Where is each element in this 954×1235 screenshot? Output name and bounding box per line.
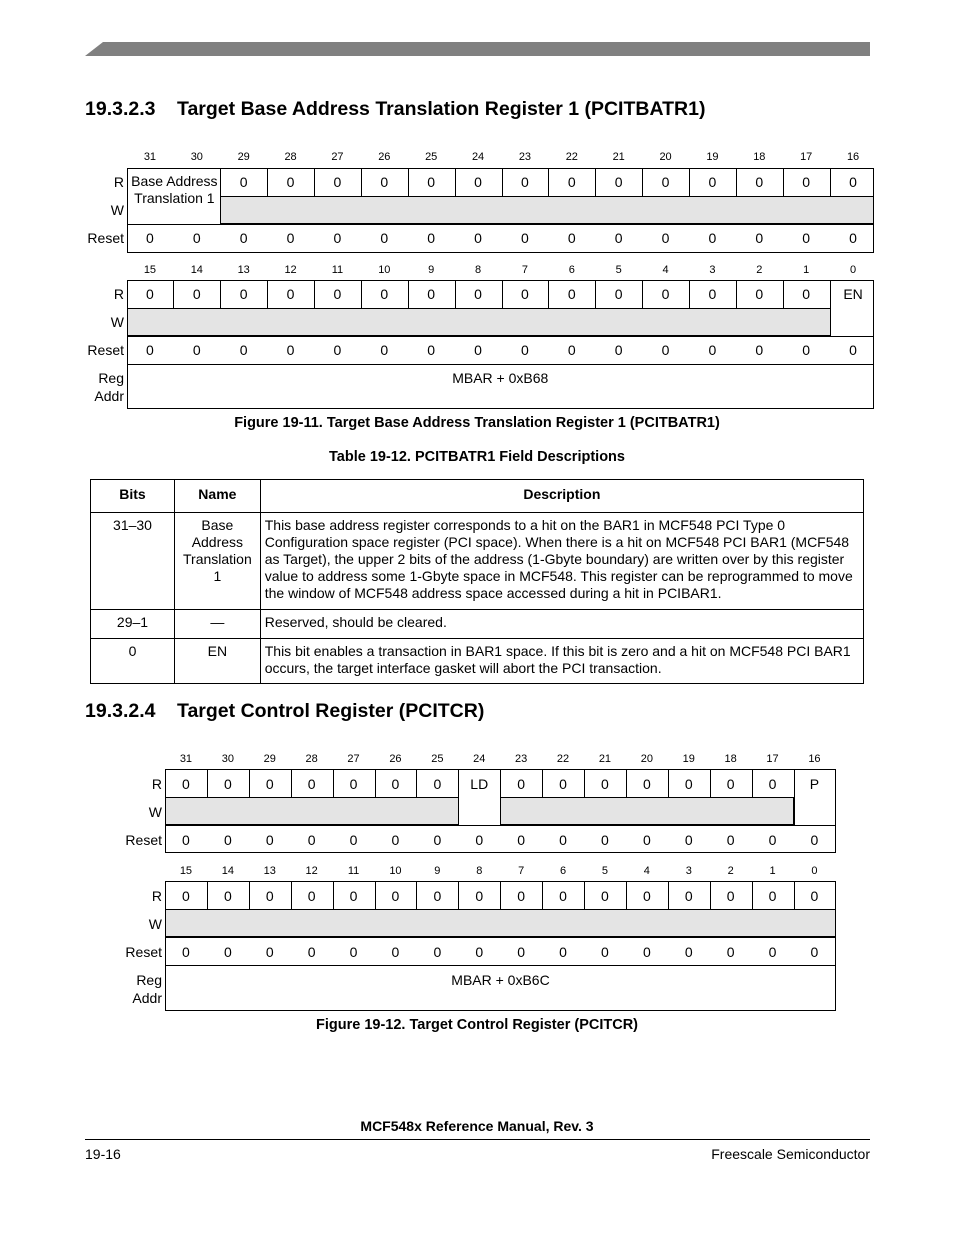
read-value: 0 — [768, 888, 777, 904]
bit-number: 11 — [347, 865, 360, 877]
bit-number: 16 — [846, 151, 860, 163]
bit-number: 15 — [179, 865, 193, 877]
reset-value: 0 — [182, 832, 190, 848]
bit-number: 5 — [615, 264, 622, 276]
reset-value: 0 — [146, 230, 154, 246]
bit-number: 14 — [190, 264, 203, 276]
section-heading-pcitcr — [85, 700, 484, 723]
read-value: 0 — [810, 888, 819, 904]
footer-company: Freescale Semiconductor — [711, 1146, 870, 1162]
bit-number: 14 — [221, 865, 234, 877]
read-value: 0 — [517, 776, 526, 792]
read-value: 0 — [517, 888, 526, 904]
read-value: 0 — [307, 776, 316, 792]
bit-number: 23 — [515, 753, 528, 765]
grid-line — [127, 364, 875, 365]
reset-value: 0 — [474, 342, 482, 358]
reset-value: 0 — [391, 832, 400, 848]
row-label: R — [151, 888, 162, 904]
bit-number: 27 — [347, 753, 360, 765]
reset-value: 0 — [521, 230, 529, 246]
reset-value: 0 — [192, 230, 201, 246]
row-label: R — [113, 174, 124, 190]
reset-value: 0 — [755, 230, 764, 246]
reset-value: 0 — [614, 230, 623, 246]
grid-line — [830, 308, 831, 336]
header-description: Description — [260, 480, 863, 513]
reset-value: 0 — [521, 342, 529, 358]
reset-value: 0 — [810, 832, 819, 848]
read-value: 0 — [146, 286, 154, 302]
reset-value: 0 — [427, 230, 436, 246]
bit-number: 18 — [724, 753, 737, 765]
grid-line — [500, 797, 501, 825]
grid-line — [458, 797, 459, 825]
reset-value: 0 — [223, 832, 232, 848]
read-value: 0 — [726, 776, 735, 792]
reset-value: 0 — [349, 944, 358, 960]
row-label: W — [148, 916, 162, 932]
write-reserved-area — [165, 909, 836, 937]
bit-number: 8 — [475, 264, 482, 276]
section-heading-pcitbatr1 — [85, 98, 705, 121]
reset-value: 0 — [239, 342, 248, 358]
read-value: LD — [470, 776, 489, 792]
read-value: 0 — [601, 776, 609, 792]
grid-line — [127, 280, 875, 281]
reset-value: 0 — [427, 342, 436, 358]
reset-value: 0 — [684, 944, 693, 960]
grid-line — [165, 825, 836, 826]
bit-number: 11 — [331, 264, 344, 276]
reset-value: 0 — [810, 944, 819, 960]
bit-number: 18 — [753, 151, 766, 163]
read-value: 0 — [708, 286, 717, 302]
section-number: 19.3.2.4 — [85, 700, 156, 722]
read-value: 0 — [427, 174, 436, 190]
read-value: 0 — [349, 776, 358, 792]
bit-number: 6 — [559, 865, 567, 877]
grid-line — [794, 797, 795, 825]
read-value: 0 — [521, 174, 529, 190]
reset-value: 0 — [708, 230, 717, 246]
bit-number: 27 — [331, 151, 344, 163]
grid-line — [127, 168, 875, 169]
bit-number: 28 — [284, 151, 297, 163]
bit-number: 29 — [237, 151, 250, 163]
table-caption-19-12: Table 19-12. PCITBATR1 Field Descriptions — [329, 449, 625, 465]
bit-number: 23 — [518, 151, 532, 163]
read-value: 0 — [614, 174, 623, 190]
reset-value: 0 — [601, 832, 609, 848]
bit-number: 2 — [727, 865, 734, 877]
read-value: 0 — [286, 174, 295, 190]
reset-value: 0 — [802, 230, 811, 246]
read-value: 0 — [642, 776, 651, 792]
row-label: R — [113, 286, 124, 302]
footer-page-number: 19-16 — [85, 1146, 121, 1162]
bit-number: 31 — [179, 753, 193, 765]
write-reserved-area — [500, 797, 794, 825]
bit-number: 3 — [685, 865, 692, 877]
reset-value: 0 — [349, 832, 358, 848]
read-value: 0 — [755, 286, 764, 302]
reset-value: 0 — [380, 342, 389, 358]
bit-number: 12 — [284, 264, 297, 276]
bit-number: 2 — [756, 264, 763, 276]
bit-number: 0 — [850, 264, 857, 276]
register-address: MBAR + 0xB6C — [451, 972, 550, 988]
reset-value: 0 — [265, 944, 274, 960]
reset-value: 0 — [286, 342, 295, 358]
grid-line — [127, 252, 875, 253]
read-value: 0 — [661, 286, 670, 302]
bit-number: 24 — [473, 753, 486, 765]
bit-number: 1 — [803, 264, 810, 276]
section-number: 19.3.2.3 — [85, 98, 156, 120]
reset-value: 0 — [517, 832, 526, 848]
reset-value: 0 — [380, 230, 389, 246]
bit-number: 0 — [811, 865, 818, 877]
read-value: 0 — [433, 776, 442, 792]
bit-number: 19 — [706, 151, 719, 163]
bit-number: 20 — [640, 753, 653, 765]
bit-number: 28 — [305, 753, 318, 765]
header-bits: Bits — [91, 480, 175, 513]
reset-value: 0 — [601, 944, 609, 960]
cell-bits: 31–30 — [91, 513, 175, 610]
read-value: 0 — [192, 286, 201, 302]
cell-name: EN — [175, 639, 261, 684]
read-value: 0 — [239, 174, 248, 190]
bit-number: 30 — [221, 753, 234, 765]
read-value: P — [809, 776, 820, 792]
write-reserved-area — [220, 196, 874, 224]
bit-number: 26 — [378, 151, 391, 163]
bit-number: 22 — [565, 151, 578, 163]
bit-number: 29 — [263, 753, 276, 765]
bit-number: 13 — [237, 264, 250, 276]
bit-number: 21 — [612, 151, 625, 163]
row-label: Reset — [125, 944, 162, 960]
grid-line — [165, 965, 836, 966]
grid-line — [165, 1010, 836, 1011]
reset-value: 0 — [849, 230, 857, 246]
read-value: 0 — [567, 174, 576, 190]
header-bar — [85, 42, 870, 56]
read-value: 0 — [223, 888, 232, 904]
bit-number: 20 — [659, 151, 672, 163]
read-value: 0 — [239, 286, 248, 302]
row-label: W — [148, 804, 162, 820]
read-value: 0 — [391, 888, 400, 904]
read-value: 0 — [333, 174, 342, 190]
read-value: 0 — [265, 888, 274, 904]
row-label: Reset — [87, 342, 124, 358]
read-value: 0 — [849, 174, 857, 190]
reset-value: 0 — [684, 832, 693, 848]
bit-number: 17 — [766, 753, 779, 765]
read-value: 0 — [474, 286, 482, 302]
reset-value: 0 — [475, 832, 484, 848]
cell-name: Base Address Translation 1 — [175, 513, 261, 610]
read-value: 0 — [307, 888, 316, 904]
reset-value: 0 — [333, 230, 342, 246]
read-value: 0 — [182, 888, 190, 904]
reset-value: 0 — [726, 832, 735, 848]
grid-line — [127, 224, 875, 225]
read-value: 0 — [433, 888, 442, 904]
read-value: 0 — [182, 776, 190, 792]
reset-value: 0 — [391, 944, 400, 960]
reset-value: 0 — [239, 230, 248, 246]
reset-value: 0 — [307, 944, 316, 960]
reset-value: 0 — [265, 832, 274, 848]
read-value: 0 — [708, 174, 717, 190]
reset-value: 0 — [849, 342, 857, 358]
bit-number: 31 — [143, 151, 157, 163]
table-row — [91, 639, 864, 684]
reset-value: 0 — [333, 342, 342, 358]
row-label: Addr — [94, 388, 124, 404]
read-value: 0 — [614, 286, 623, 302]
bit-number: 9 — [428, 264, 435, 276]
row-label: R — [151, 776, 162, 792]
reset-value: 0 — [517, 944, 526, 960]
bit-number: 1 — [769, 865, 776, 877]
reset-value: 0 — [182, 944, 190, 960]
reset-value: 0 — [223, 944, 232, 960]
read-value: 0 — [286, 286, 295, 302]
reset-value: 0 — [661, 342, 670, 358]
reset-value: 0 — [559, 944, 567, 960]
reset-value: 0 — [708, 342, 717, 358]
table-header-row — [91, 480, 864, 513]
read-value: 0 — [684, 776, 693, 792]
field-descriptions-table — [90, 479, 864, 684]
read-value: 0 — [684, 888, 693, 904]
bit-number: 7 — [521, 264, 528, 276]
bit-number: 30 — [190, 151, 203, 163]
reset-value: 0 — [642, 832, 651, 848]
section-title: Target Control Register (PCITCR) — [177, 700, 485, 722]
cell-description: This bit enables a transaction in BAR1 space. If this bit is zero and a hit on MCF548 PCI BAR1 occurs, the target interface gasket will abort the PCI transaction. — [260, 639, 863, 684]
read-value: 0 — [726, 888, 735, 904]
bit-number: 4 — [643, 865, 650, 877]
reset-value: 0 — [307, 832, 316, 848]
read-value: EN — [843, 286, 863, 302]
reset-value: 0 — [286, 230, 295, 246]
row-label: Reset — [125, 832, 162, 848]
read-value: 0 — [559, 776, 567, 792]
write-reserved-area — [165, 797, 459, 825]
reset-value: 0 — [433, 944, 442, 960]
cell-bits: 0 — [91, 639, 175, 684]
read-value: 0 — [391, 776, 400, 792]
reset-value: 0 — [661, 230, 670, 246]
read-value: 0 — [474, 174, 482, 190]
bit-number: 25 — [431, 753, 444, 765]
reset-value: 0 — [726, 944, 735, 960]
reset-value: 0 — [768, 944, 777, 960]
read-value: 0 — [802, 174, 811, 190]
section-title: Target Base Address Translation Register 1 (PCITBATR1) — [177, 98, 706, 120]
read-value: 0 — [223, 776, 232, 792]
reset-value: 0 — [567, 342, 576, 358]
read-value: 0 — [559, 888, 567, 904]
reset-value: 0 — [146, 342, 154, 358]
row-label: Reset — [87, 230, 124, 246]
row-label: Reg — [98, 370, 124, 386]
grid-line — [127, 408, 875, 409]
read-value: 0 — [380, 174, 389, 190]
row-label: W — [110, 202, 124, 218]
bit-number: 13 — [263, 865, 276, 877]
bit-number: 3 — [709, 264, 716, 276]
cell-description: Reserved, should be cleared. — [260, 610, 863, 639]
reset-value: 0 — [474, 230, 482, 246]
reset-value: 0 — [802, 342, 811, 358]
bit-number: 10 — [389, 865, 402, 877]
bit-number: 19 — [682, 753, 695, 765]
bit-number: 16 — [808, 753, 821, 765]
bit-number: 10 — [378, 264, 391, 276]
bit-number: 17 — [800, 151, 813, 163]
bit-number: 8 — [476, 865, 483, 877]
reset-value: 0 — [433, 832, 442, 848]
row-label: W — [110, 314, 124, 330]
register-address: MBAR + 0xB68 — [452, 370, 549, 386]
reset-value: 0 — [559, 832, 567, 848]
bit-number: 4 — [662, 264, 669, 276]
write-reserved-area — [127, 308, 831, 336]
reset-value: 0 — [614, 342, 623, 358]
figure-caption-19-11: Figure 19-11. Target Base Address Translation Register 1 (PCITBATR1) — [234, 415, 720, 431]
grid-line — [165, 937, 836, 938]
footer-divider — [85, 1139, 870, 1140]
grid-line — [165, 852, 836, 853]
reset-value: 0 — [768, 832, 777, 848]
field-name-line2: Translation 1 — [134, 190, 215, 206]
read-value: 0 — [642, 888, 651, 904]
bit-number: 12 — [305, 865, 318, 877]
read-value: 0 — [567, 286, 576, 302]
bit-number: 9 — [434, 865, 441, 877]
bit-number: 7 — [518, 865, 525, 877]
bit-number: 15 — [143, 264, 157, 276]
reset-value: 0 — [475, 944, 484, 960]
read-value: 0 — [802, 286, 811, 302]
read-value: 0 — [427, 286, 436, 302]
read-value: 0 — [265, 776, 274, 792]
field-name-line1: Base Address — [131, 173, 218, 189]
cell-bits: 29–1 — [91, 610, 175, 639]
read-value: 0 — [601, 888, 609, 904]
reset-value: 0 — [192, 342, 201, 358]
header-name: Name — [175, 480, 261, 513]
read-value: 0 — [349, 888, 358, 904]
figure-caption-19-12: Figure 19-12. Target Control Register (PCITCR) — [316, 1017, 638, 1033]
bit-number: 22 — [556, 753, 570, 765]
read-value: 0 — [661, 174, 670, 190]
cell-description: This base address register corresponds to a hit on the BAR1 in MCF548 PCI Type 0 Configuration space register (PCI space). When there is a hit on MCF548 PCI BAR1 (MCF548 as Target), the upper 2 bits of the address (1-Gbyte boundary) are written over by this register value to address some 1-Gbyte space in MCF548. This register can be reprogrammed to move the window of MCF548 address space accessed during a hit in PCIBAR1. — [260, 513, 863, 610]
grid-line — [127, 336, 875, 337]
read-value: 0 — [755, 174, 764, 190]
table-row — [91, 610, 864, 639]
reset-value: 0 — [642, 944, 651, 960]
footer-manual-title: MCF548x Reference Manual, Rev. 3 — [360, 1118, 594, 1134]
bit-number: 5 — [601, 865, 608, 877]
read-value: 0 — [333, 286, 342, 302]
bit-number: 6 — [568, 264, 575, 276]
table-row — [91, 513, 864, 610]
row-label: Addr — [132, 990, 162, 1006]
read-value: 0 — [768, 776, 777, 792]
bit-number: 21 — [598, 753, 612, 765]
reset-value: 0 — [755, 342, 764, 358]
read-value: 0 — [380, 286, 389, 302]
cell-name: — — [175, 610, 261, 639]
read-value: 0 — [521, 286, 529, 302]
row-label: Reg — [136, 972, 162, 988]
bit-number: 24 — [471, 151, 485, 163]
bit-number: 25 — [425, 151, 438, 163]
bit-number: 26 — [389, 753, 402, 765]
reset-value: 0 — [567, 230, 576, 246]
read-value: 0 — [475, 888, 484, 904]
